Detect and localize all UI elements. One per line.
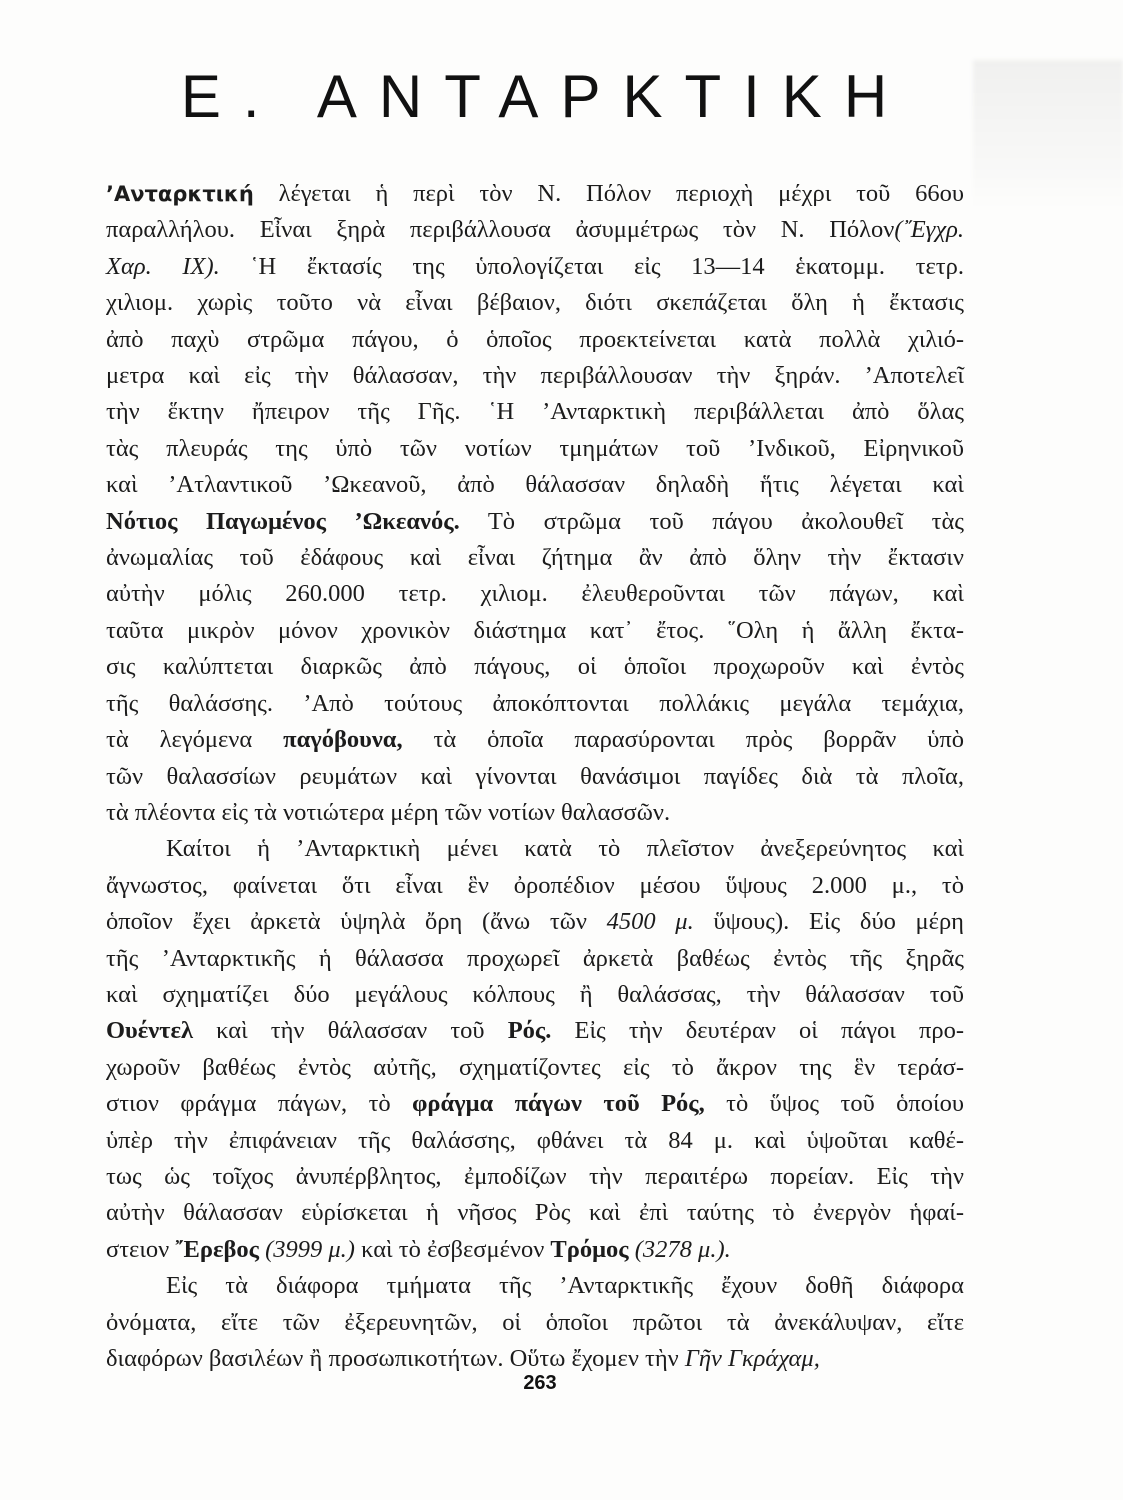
text-segment: τῶν θαλασσίων ρευμάτων καὶ γίνονται θανάσιμοι παγίδες διὰ τὰ πλοῖα, [106, 762, 964, 790]
text-line [106, 431, 964, 467]
text-line [106, 249, 964, 285]
text-segment: ἀπὸ παχὺ στρῶμα πάγου, ὁ ὁποῖος προεκτείνεται κατὰ πολλὰ χιλιό- [106, 325, 964, 353]
text-line [106, 285, 964, 321]
text-segment: τὰ λεγόμενα [106, 726, 284, 754]
text-segment: παραλλήλου. Εἶναι ξηρὰ περιβάλλουσα ἀσυμμέτρως τὸν Ν. Πόλον [106, 216, 895, 244]
text-segment: ἄγνωστος, φαίνεται ὅτι εἶναι ἓν ὀροπέδιον μέσου ὕψους 2.000 μ., τὸ [106, 871, 964, 899]
text-line [106, 467, 964, 503]
text-line [106, 1086, 964, 1122]
text-segment: μετρα καὶ εἰς τὴν θάλασσαν, τὴν περιβάλλουσαν τὴν ξηράν. ’Αποτελεῖ [106, 362, 964, 390]
text-segment: τως ὡς τοῖχος ἀνυπέρβλητος, ἐμποδίζων τὴν περαιτέρω πορείαν. Εἰς τὴν [106, 1162, 964, 1190]
text-line [106, 176, 964, 212]
text-segment: τῆς θαλάσσης. ’Απὸ τούτους ἀποκόπτονται πολλάκις μεγάλα τεμάχια, [106, 689, 964, 717]
text-segment: Εἰς τὰ διάφορα τμήματα τῆς ’Ανταρκτικῆς ἔχουν δοθῆ διάφορα [166, 1272, 964, 1300]
text-segment: Τὸ στρῶμα τοῦ πάγου ἀκολουθεῖ τὰς [459, 507, 964, 535]
text-line [106, 795, 964, 831]
text-line [106, 394, 964, 430]
text-segment: ῾Η ἔκτασίς της ὑπολογίζεται εἰς 13—14 ἑκατομμ. τετρ. [219, 252, 965, 280]
text-line [106, 1268, 964, 1304]
text-segment: καὶ ’Ατλαντικοῦ ’Ωκεανοῦ, ἀπὸ θάλασσαν δηλαδὴ ἥτις λέγεται καὶ [106, 471, 964, 499]
italic-text: Γῆν Γκράχαμ, [684, 1345, 820, 1372]
text-segment: χωροῦν βαθέως ἐντὸς αὐτῆς, σχηματίζοντες εἰς τὸ ἄκρον της ἓν τεράσ- [106, 1053, 964, 1081]
text-line [106, 1123, 964, 1159]
text-segment: στειον [106, 1235, 176, 1263]
text-line [106, 904, 964, 940]
italic-text: (3999 μ.) [258, 1235, 355, 1263]
bold-term: Νότιος Παγωμένος ’Ωκεανός. [106, 507, 460, 535]
text-line [106, 540, 964, 576]
text-segment: τὰς πλευράς της ὑπὸ τῶν νοτίων τμημάτων τοῦ ’Ινδικοῦ, Εἰρηνικοῦ [106, 434, 964, 462]
text-segment: ὑπὲρ τὴν ἐπιφάνειαν τῆς θαλάσσης, φθάνει τὰ 84 μ. καὶ ὑψοῦται καθέ- [106, 1126, 964, 1154]
text-segment: ὕψους). Εἰς δύο μέρη [693, 908, 964, 936]
text-segment: ὀνόματα, εἴτε τῶν ἐξερευνητῶν, οἱ ὁποῖοι πρῶτοι τὰ ἀνεκάλυψαν, εἴτε [106, 1308, 964, 1336]
text-line [106, 941, 964, 977]
text-line [106, 1013, 964, 1049]
text-line [106, 576, 964, 612]
text-segment: καὶ σχηματίζει δύο μεγάλους κόλπους ἢ θαλάσσας, τὴν θάλασσαν τοῦ [106, 980, 964, 1008]
text-line [106, 868, 964, 904]
text-line [106, 358, 964, 394]
text-segment: διαφόρων βασιλέων ἢ προσωπικοτήτων. Οὕτω ἔχομεν τὴν [106, 1345, 685, 1372]
text-segment: ταῦτα μικρὸν μόνον χρονικὸν διάστημα κατ᾿ ἔτος. ῞Ολη ἡ ἄλλη ἔκτα- [106, 616, 964, 644]
text-line [106, 977, 964, 1013]
lead-term: ’Ανταρκτική [106, 182, 254, 206]
text-segment: αὐτὴν θάλασσαν εὑρίσκεται ἡ νῆσος Ρὸς καὶ ἐπὶ ταύτης τὸ ἐνεργὸν ἡφαί- [106, 1199, 964, 1227]
text-line [106, 1232, 964, 1268]
italic-text: (3278 μ.). [628, 1235, 731, 1263]
text-line [106, 1305, 964, 1341]
text-line [106, 722, 964, 758]
text-segment: Εἰς τὴν δευτέραν οἱ πάγοι προ- [551, 1017, 964, 1045]
text-line [106, 504, 964, 540]
bold-term: Ουέντελ [106, 1017, 193, 1045]
chapter-heading: Ε. ΑΝΤΑΡΚΤΙΚΗ [180, 63, 910, 130]
text-segment: τῆς ’Ανταρκτικῆς ἡ θάλασσα προχωρεῖ ἀρκετὰ βαθέως ἐντὸς τῆς ξηρᾶς [106, 944, 964, 972]
text-line [106, 322, 964, 358]
text-segment: αὐτὴν μόλις 260.000 τετρ. χιλιομ. ἐλευθεροῦνται τῶν πάγων, καὶ [106, 580, 964, 608]
text-segment: ἀνωμαλίας τοῦ ἐδάφους καὶ εἶναι ζήτημα ἂν ἀπὸ ὅλην τὴν ἔκτασιν [106, 544, 964, 572]
text-line [106, 613, 964, 649]
page-number: 263 [523, 1372, 557, 1394]
text-line [106, 831, 964, 867]
text-segment: σις καλύπτεται διαρκῶς ἀπὸ πάγους, οἱ ὁποῖοι προχωροῦν καὶ ἐντὸς [106, 653, 964, 681]
text-segment: καὶ τὴν θάλασσαν τοῦ [192, 1017, 508, 1045]
text-segment: λέγεται ἡ περὶ τὸν Ν. Πόλον περιοχὴ μέχρι τοῦ 66ου [253, 180, 964, 207]
text-segment: καὶ τὸ ἐσβεσμένον [354, 1235, 551, 1263]
text-line [106, 686, 964, 722]
bold-term: Ρός. [507, 1017, 552, 1045]
bold-term: παγόβουνα, [283, 726, 403, 754]
text-segment: τὰ ὁποῖα παρασύρονται πρὸς βορρᾶν ὑπὸ [402, 726, 964, 754]
text-segment: τὴν ἕκτην ἤπειρον τῆς Γῆς. ῾Η ’Ανταρκτικὴ περιβάλλεται ἀπὸ ὅλας [106, 398, 964, 426]
text-line [106, 759, 964, 795]
body-text [106, 176, 964, 1377]
italic-text: Χαρ. ΙΧ). [106, 252, 220, 280]
text-segment: χιλιομ. χωρὶς τοῦτο νὰ εἶναι βέβαιον, διότι σκεπάζεται ὅλη ἡ ἔκτασις [106, 289, 964, 317]
text-line [106, 1159, 964, 1195]
bold-term: Τρόμος [550, 1235, 629, 1263]
italic-text: (῎Εγχρ. [894, 216, 964, 244]
text-line [106, 212, 964, 248]
text-line [106, 649, 964, 685]
text-line [106, 1195, 964, 1231]
text-segment: τὰ πλέοντα εἰς τὰ νοτιώτερα μέρη τῶν νοτίων θαλασσῶν. [106, 798, 671, 826]
text-segment: Καίτοι ἡ ’Ανταρκτικὴ μένει κατὰ τὸ πλεῖστον ἀνεξερεύνητος καὶ [166, 835, 964, 863]
text-line [106, 1050, 964, 1086]
italic-text: 4500 μ. [606, 908, 694, 936]
bold-term: φράγμα πάγων τοῦ Ρός, [412, 1090, 705, 1118]
bold-term: ῎Ερεβος [175, 1235, 259, 1263]
text-segment: ὁποῖον ἔχει ἀρκετὰ ὑψηλὰ ὄρη (ἄνω τῶν [106, 908, 607, 936]
text-segment: τὸ ὕψος τοῦ ὁποίου [704, 1090, 964, 1118]
text-segment: στιον φράγμα πάγων, τὸ [106, 1090, 413, 1118]
